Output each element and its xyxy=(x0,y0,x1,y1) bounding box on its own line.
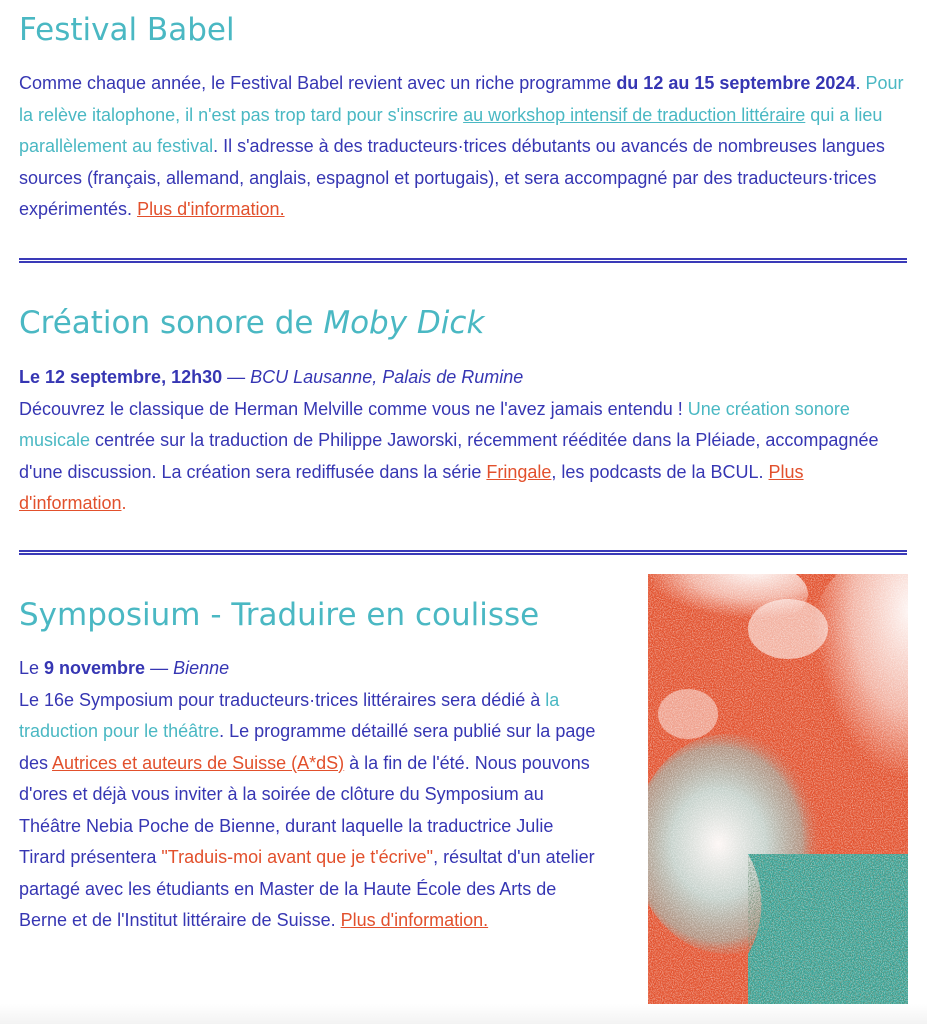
ads-link[interactable]: Autrices et auteurs de Suisse (A*dS) xyxy=(52,752,345,773)
moby-dick-place: BCU Lausanne, Palais de Rumine xyxy=(250,367,524,387)
moby-dick-title-prefix: Création sonore de xyxy=(19,305,324,341)
festival-babel-title: Festival Babel xyxy=(19,12,235,48)
symposium-mid2-text: à la fin de l'été. Nous pouvons d'ores et déjà vous inviter à la soirée de clôture du Symposium au Théâtre Nebia Poche de Bienne, durant laquelle la traductrice Julie Tirard présentera xyxy=(19,752,590,867)
symposium-place: Bienne xyxy=(173,658,230,678)
festival-more-info-link[interactable]: Plus d'information. xyxy=(137,199,285,219)
moby-dick-title xyxy=(19,305,484,341)
poster-artwork xyxy=(648,574,908,1014)
moby-dick-paragraph xyxy=(19,362,899,520)
festival-dot: . xyxy=(855,73,866,93)
symposium-date: 9 novembre xyxy=(44,658,146,678)
symposium-title: Symposium - Traduire en coulisse xyxy=(19,597,540,633)
traduis-moi-title: "Traduis-moi avant que je t'écrive" xyxy=(161,847,434,867)
traduction-theatre-text: la traduction pour le théâtre xyxy=(19,689,560,741)
moby-dick-more-info-link[interactable]: Plus d'information xyxy=(19,461,804,513)
symposium-poster-image xyxy=(648,574,908,1014)
symposium-intro-text: Le 16e Symposium pour traducteurs·trices littéraires sera dédié à xyxy=(19,689,546,710)
section-divider-2 xyxy=(19,550,907,555)
moby-dick-mid-text: centrée sur la traduction de Philippe Jaworski, récemment rééditée dans la Pléiade, accompagnée d'une discussion. La création sera rediffusée dans la série xyxy=(19,430,879,482)
moby-dick-title-italic: Moby Dick xyxy=(323,305,485,341)
festival-intro-text: Comme chaque année, le Festival Babel revient avec un riche programme xyxy=(19,73,617,93)
festival-babel-paragraph xyxy=(19,68,909,226)
symposium-paragraph xyxy=(19,653,601,937)
symposium-more-info-link[interactable]: Plus d'information. xyxy=(340,910,489,930)
fringale-link[interactable]: Fringale xyxy=(486,461,552,482)
symposium-end-text: , résultat d'un atelier partagé avec les étudiants en Master de la Haute École des Arts de Berne et de l'Institut littéraire de Suisse. xyxy=(19,847,595,930)
moby-dick-date: Le 12 septembre, 12h30 xyxy=(19,367,223,387)
releve-italophone-text: Pour la relève italophone, il n'est pas trop tard pour s'inscrire xyxy=(19,73,904,125)
festival-rest-text: . Il s'adresse à des traducteurs·trices débutants ou avancés de nombreuses langues sources (français, allemand, anglais, espagnol et portugais), et sera accompagné par des traducteurs·trices expérimentés. xyxy=(19,136,885,219)
section-divider-1 xyxy=(19,258,907,263)
moby-dick-date-sep: — xyxy=(222,367,251,387)
moby-dick-intro-text: Découvrez le classique de Herman Melville comme vous ne l'avez jamais entendu ! xyxy=(19,398,688,419)
symposium-date-sep: — xyxy=(145,658,174,678)
page-bottom-fade xyxy=(0,1004,927,1024)
moby-dick-end-text: , les podcasts de la BCUL. xyxy=(551,461,769,482)
festival-dates: du 12 au 15 septembre 2024 xyxy=(616,73,856,93)
creation-sonore-text: Une création sonore musicale xyxy=(19,398,850,450)
moby-dick-more-dot: . xyxy=(121,493,127,513)
workshop-suffix-text: qui a lieu parallèlement au festival xyxy=(19,104,883,156)
workshop-link[interactable]: au workshop intensif de traduction littéraire xyxy=(463,104,806,125)
symposium-mid-text: . Le programme détaillé sera publié sur la page des xyxy=(19,721,596,773)
symposium-date-le: Le xyxy=(19,658,45,678)
